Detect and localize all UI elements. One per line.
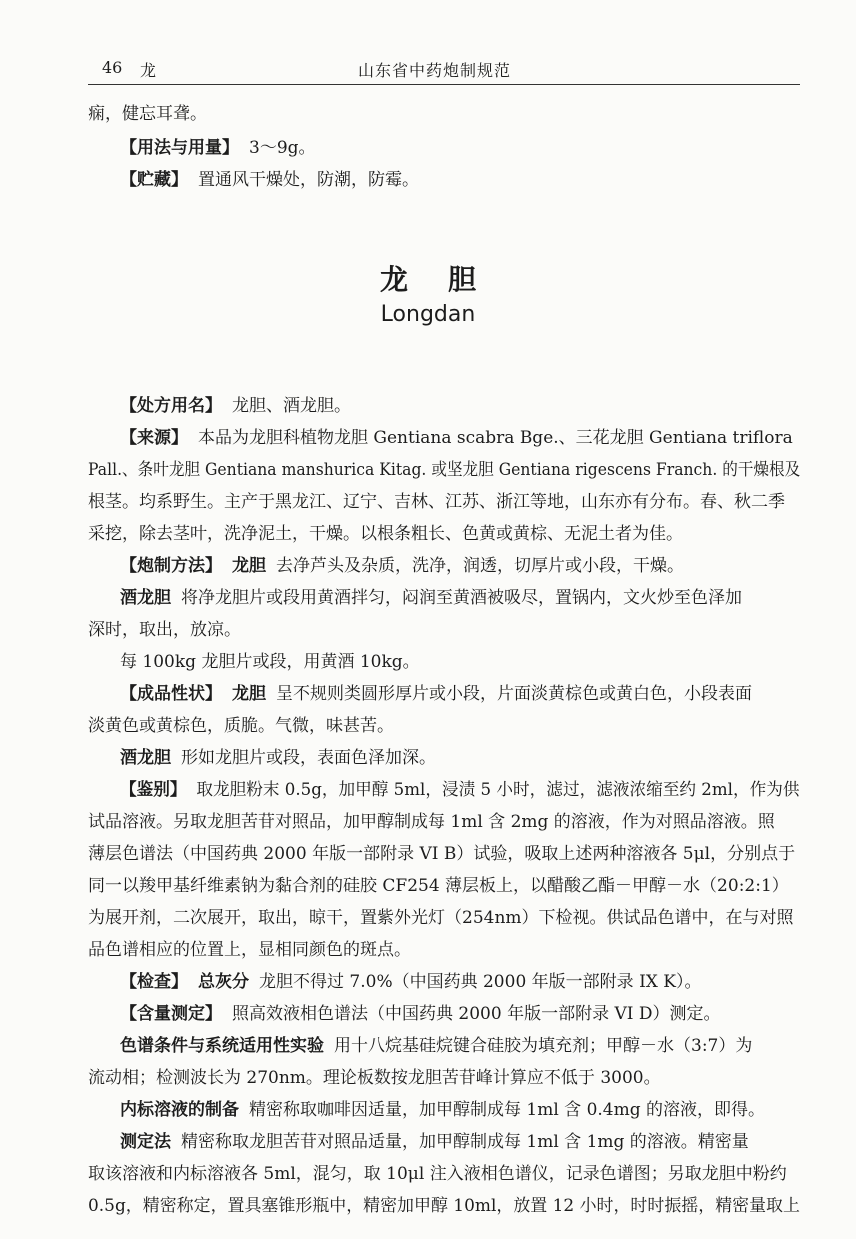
- page-number: 46: [102, 58, 123, 77]
- istd-text: 精密称取咖啡因适量，加甲醇制成每 1ml 含 0.4mg 的溶液，即得。: [249, 1100, 766, 1120]
- storage-tag: 【贮藏】: [120, 170, 188, 190]
- running-char: 龙: [140, 61, 157, 80]
- prop-tag: 【成品性状】: [120, 684, 222, 704]
- running-header: [88, 54, 800, 85]
- method-line-3: 深时，取出，放凉。: [88, 620, 241, 640]
- names-tag: 【处方用名】: [120, 396, 222, 416]
- method-sub-longdan: 龙胆: [232, 556, 266, 576]
- method-line-1: [120, 554, 800, 578]
- ident-tag: 【鉴别】: [120, 780, 187, 800]
- prop-text-2: 形如龙胆片或段，表面色泽加深。: [181, 748, 436, 768]
- prop-line-3: [120, 746, 800, 770]
- ident-line-3: 薄层色谱法（中国药典 2000 年版一部附录 VI B）试验，吸取上述两种溶液各 5μl，分别点于: [88, 844, 796, 864]
- istd-line: [120, 1098, 800, 1122]
- usage-tag: 【用法与用量】: [120, 138, 239, 158]
- entry-title-en: Longdan: [380, 302, 476, 327]
- assay-tag: 【含量测定】: [120, 1004, 222, 1024]
- storage-text: 置通风干燥处，防潮，防霉。: [198, 170, 419, 190]
- source-line-3: 根茎。均系野生。主产于黑龙江、辽宁、吉林、江苏、浙江等地，山东亦有分布。春、秋二季: [88, 492, 785, 512]
- usage-text: 3～9g。: [249, 138, 316, 158]
- entry-title-cn: 龙胆: [379, 263, 516, 296]
- prop-sub-longdan: 龙胆: [232, 684, 266, 704]
- cond-line-2: 流动相；检测波长为 270nm。理论板数按龙胆苦苷峰计算应不低于 3000。: [88, 1068, 661, 1088]
- names-line: [120, 394, 800, 418]
- book-title: 山东省中药炮制规范: [358, 61, 512, 80]
- method-text-2a: 将净龙胆片或段用黄酒拌匀，闷润至黄酒被吸尽，置锅内，文火炒至色泽加: [181, 588, 742, 608]
- meas-line-3: 0.5g，精密称定，置具塞锥形瓶中，精密加甲醇 10ml，放置 12 小时，时时振摇，精密量取上: [88, 1196, 800, 1216]
- names-text: 龙胆、酒龙胆。: [232, 396, 351, 416]
- source-text-1: 本品为龙胆科植物龙胆 Gentiana scabra Bge.、三花龙胆 Gentiana triflora: [198, 428, 793, 448]
- source-line-4: 采挖，除去茎叶，洗净泥土，干燥。以根条粗长、色黄或黄棕、无泥土者为佳。: [88, 524, 683, 544]
- method-line-2: [120, 586, 800, 610]
- check-sub: 总灰分: [198, 972, 249, 992]
- source-line-2: Pall.、条叶龙胆 Gentiana manshurica Kitag. 或坚龙胆 Gentiana rigescens Franch. 的干燥根及: [88, 460, 801, 480]
- method-text-1: 去净芦头及杂质，洗净，润透，切厚片或小段，干燥。: [276, 556, 684, 576]
- ident-line-6: 品色谱相应的位置上，显相同颜色的斑点。: [88, 940, 411, 960]
- check-line: [120, 970, 800, 994]
- meas-sub: 测定法: [120, 1132, 171, 1152]
- method-sub-jiulongdan: 酒龙胆: [120, 588, 171, 608]
- cond-sub: 色谱条件与系统适用性实验: [120, 1036, 324, 1056]
- check-text: 龙胆不得过 7.0%（中国药典 2000 年版一部附录 IX K）。: [259, 972, 702, 992]
- method-ratio: 每 100kg 龙胆片或段，用黄酒 10kg。: [120, 652, 420, 672]
- ident-line-2: 试品溶液。另取龙胆苦苷对照品，加甲醇制成每 1ml 含 2mg 的溶液，作为对照品溶液。照: [88, 812, 775, 832]
- cond-line-1: [120, 1034, 800, 1058]
- prev-entry-line: 痫，健忘耳聋。: [88, 104, 207, 124]
- prop-line-2: 淡黄色或黄棕色，质脆。气微，味甚苦。: [88, 716, 394, 736]
- check-tag: 【检查】: [120, 972, 188, 992]
- prop-line-1: [120, 682, 800, 706]
- assay-text: 照高效液相色谱法（中国药典 2000 年版一部附录 VI D）测定。: [232, 1004, 721, 1024]
- prop-text-1a: 呈不规则类圆形厚片或小段，片面淡黄棕色或黄白色，小段表面: [276, 684, 752, 704]
- source-tag: 【来源】: [120, 428, 188, 448]
- prop-sub-jiulongdan: 酒龙胆: [120, 748, 171, 768]
- ident-text-1: 取龙胆粉末 0.5g，加甲醇 5ml，浸渍 5 小时，滤过，滤液浓缩至约 2ml，作为供: [196, 780, 800, 800]
- meas-text-1: 精密称取龙胆苦苷对照品适量，加甲醇制成每 1ml 含 1mg 的溶液。精密量: [181, 1132, 749, 1152]
- ident-line-5: 为展开剂，二次展开，取出，晾干，置紫外光灯（254nm）下检视。供试品色谱中，在与对照: [88, 908, 794, 928]
- meas-line-1: [120, 1130, 800, 1154]
- source-line-1: [120, 426, 800, 450]
- meas-line-2: 取该溶液和内标溶液各 5ml，混匀，取 10μl 注入液相色谱仪，记录色谱图；另取龙胆中粉约: [88, 1164, 787, 1184]
- assay-line: [120, 1002, 800, 1026]
- storage-line: [120, 168, 800, 192]
- ident-line-4: 同一以羧甲基纤维素钠为黏合剂的硅胶 CF254 薄层板上，以醋酸乙酯－甲醇－水（20:2:1）: [88, 876, 789, 896]
- istd-sub: 内标溶液的制备: [120, 1100, 239, 1120]
- usage-line: [120, 136, 800, 160]
- method-tag: 【炮制方法】: [120, 556, 222, 576]
- ident-line-1: [120, 778, 800, 802]
- cond-text-1: 用十八烷基硅烷键合硅胶为填充剂；甲醇－水（3:7）为: [334, 1036, 753, 1056]
